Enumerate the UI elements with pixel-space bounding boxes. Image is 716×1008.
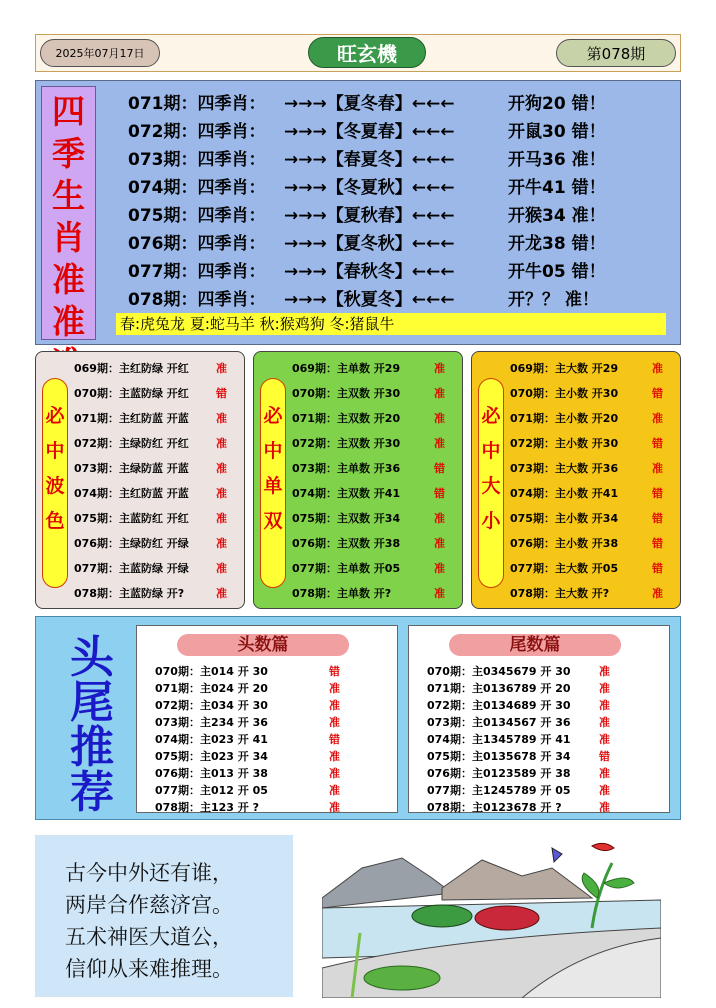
tail-row-result: 错: [599, 750, 610, 763]
odd-row-result: 准: [434, 562, 445, 575]
size-row-result: 准: [652, 462, 663, 475]
tail-row-result: 准: [599, 665, 610, 678]
wave-row-text: 073期：主绿防蓝 开蓝: [74, 462, 189, 475]
size-row-text: 078期：主大数 开?: [510, 587, 610, 600]
tail-row-result: 准: [329, 801, 340, 814]
tail-row-text: 070期：主0345679 开 30: [427, 665, 571, 678]
tail-row-text: 077期：主012 开 05: [155, 784, 268, 797]
tail-row-text: 074期：主023 开 41: [155, 733, 268, 746]
tail-row-text: 076期：主013 开 38: [155, 767, 268, 780]
season-legend: 春:虎兔龙 夏:蛇马羊 秋:猴鸡狗 冬:猪鼠牛: [116, 313, 666, 335]
season-row-pick: →→→【秋夏冬】←←←: [284, 290, 455, 310]
head-tail-section: [35, 616, 681, 820]
tail-row-text: 072期：主0134689 开 30: [427, 699, 571, 712]
tail-row-text: 073期：主0134567 开 36: [427, 716, 571, 729]
wave-row-text: 070期：主蓝防绿 开红: [74, 387, 189, 400]
size-row-result: 错: [652, 387, 663, 400]
tail-row-text: 075期：主0135678 开 34: [427, 750, 571, 763]
head-number-panel: [136, 625, 398, 813]
tail-row-text: 077期：主1245789 开 05: [427, 784, 571, 797]
wave-color-box: [35, 351, 245, 609]
odd-row-text: 076期：主双数 开38: [292, 537, 401, 550]
odd-row-result: 准: [434, 362, 445, 375]
tail-row-result: 准: [599, 699, 610, 712]
tail-row-text: 070期：主014 开 30: [155, 665, 268, 678]
season-row-result: 开猴34 准！: [508, 206, 606, 226]
wave-row-text: 077期：主蓝防绿 开绿: [74, 562, 189, 575]
season-row-result: 开牛41 错！: [508, 178, 606, 198]
size-row-result: 错: [652, 487, 663, 500]
season-title: 四 季 生 肖 准 准: [41, 86, 96, 340]
season-row-period: 075期：四季肖：: [128, 206, 266, 226]
wave-row-result: 准: [216, 362, 227, 375]
tail-row-result: 准: [599, 733, 610, 746]
tail-row-result: 准: [329, 682, 340, 695]
size-row-text: 077期：主大数 开05: [510, 562, 619, 575]
odd-row-text: 073期：主单数 开36: [292, 462, 401, 475]
season-row-pick: →→→【夏冬春】←←←: [284, 94, 455, 114]
wave-row-text: 071期：主红防蓝 开蓝: [74, 412, 189, 425]
tail-row-result: 准: [599, 716, 610, 729]
season-row-pick: →→→【夏冬秋】←←←: [284, 234, 455, 254]
tail-row-text: 075期：主023 开 34: [155, 750, 268, 763]
season-row-pick: →→→【冬夏春】←←←: [284, 122, 455, 142]
season-row-pick: →→→【夏秋春】←←←: [284, 206, 455, 226]
size-row-result: 错: [652, 537, 663, 550]
issue-number: 第078期: [556, 39, 676, 67]
size-row-result: 错: [652, 512, 663, 525]
season-row-period: 078期：四季肖：: [128, 290, 266, 310]
size-row-result: 准: [652, 587, 663, 600]
tail-number-title: 尾数篇: [449, 634, 621, 656]
wave-row-result: 准: [216, 487, 227, 500]
season-row-result: 开？？ 准！: [508, 290, 599, 310]
poem-box: [35, 835, 293, 997]
tail-row-result: 准: [329, 699, 340, 712]
season-row-period: 076期：四季肖：: [128, 234, 266, 254]
season-row-pick: →→→【春夏冬】←←←: [284, 150, 455, 170]
odd-even-title: 必 中 单 双: [260, 378, 286, 588]
tail-row-text: 073期：主234 开 36: [155, 716, 268, 729]
tail-row-text: 074期：主1345789 开 41: [427, 733, 571, 746]
tail-row-result: 准: [599, 801, 610, 814]
season-row-period: 072期：四季肖：: [128, 122, 266, 142]
odd-row-text: 072期：主双数 开30: [292, 437, 401, 450]
poem-line: 古今中外还有谁，: [65, 861, 233, 885]
season-row-result: 开鼠30 错！: [508, 122, 606, 142]
tail-row-text: 071期：主0136789 开 20: [427, 682, 571, 695]
size-row-text: 070期：主小数 开30: [510, 387, 619, 400]
odd-row-result: 错: [434, 462, 445, 475]
size-row-text: 071期：主小数 开20: [510, 412, 619, 425]
tail-row-result: 准: [329, 716, 340, 729]
tail-row-result: 准: [329, 784, 340, 797]
size-row-result: 错: [652, 562, 663, 575]
tail-row-text: 078期：主0123678 开 ?: [427, 801, 562, 814]
big-small-title: 必 中 大 小: [478, 378, 504, 588]
odd-row-result: 准: [434, 587, 445, 600]
season-row-result: 开龙38 错！: [508, 234, 606, 254]
season-row-period: 071期：四季肖：: [128, 94, 266, 114]
tail-row-result: 错: [329, 665, 340, 678]
head-tail-title: 头 尾 推 荐: [70, 632, 114, 818]
season-row-period: 074期：四季肖：: [128, 178, 266, 198]
season-zodiac-section: [35, 80, 681, 345]
wave-row-text: 076期：主绿防红 开绿: [74, 537, 189, 550]
wave-row-text: 074期：主红防蓝 开蓝: [74, 487, 189, 500]
size-row-result: 准: [652, 412, 663, 425]
odd-row-text: 075期：主双数 开34: [292, 512, 401, 525]
season-row-period: 073期：四季肖：: [128, 150, 266, 170]
big-small-box: [471, 351, 681, 609]
season-row-period: 077期：四季肖：: [128, 262, 266, 282]
page-title: 旺玄機: [308, 37, 426, 68]
wave-row-text: 075期：主蓝防红 开红: [74, 512, 189, 525]
odd-row-text: 077期：主单数 开05: [292, 562, 401, 575]
head-number-title: 头数篇: [177, 634, 349, 656]
odd-even-box: [253, 351, 463, 609]
tail-row-result: 准: [329, 767, 340, 780]
tail-row-text: 072期：主034 开 30: [155, 699, 268, 712]
tail-row-text: 078期：主123 开 ?: [155, 801, 259, 814]
date-label: 2025年07月17日: [40, 39, 160, 67]
tail-row-text: 071期：主024 开 20: [155, 682, 268, 695]
odd-row-text: 074期：主双数 开41: [292, 487, 401, 500]
wave-row-result: 准: [216, 537, 227, 550]
poem-line: 两岸合作慈济宫。: [65, 893, 233, 917]
season-row-result: 开马36 准！: [508, 150, 606, 170]
poem-line: 信仰从来难推理。: [65, 957, 233, 981]
odd-row-text: 069期：主单数 开29: [292, 362, 401, 375]
season-row-pick: →→→【春秋冬】←←←: [284, 262, 455, 282]
odd-row-text: 070期：主双数 开30: [292, 387, 401, 400]
odd-row-result: 准: [434, 512, 445, 525]
size-row-text: 074期：主小数 开41: [510, 487, 619, 500]
wave-row-result: 准: [216, 412, 227, 425]
tail-row-result: 准: [599, 682, 610, 695]
landscape-illustration: [322, 838, 661, 998]
wave-row-text: 069期：主红防绿 开红: [74, 362, 189, 375]
wave-row-result: 错: [216, 387, 227, 400]
wave-row-result: 准: [216, 562, 227, 575]
tail-number-panel: [408, 625, 670, 813]
size-row-text: 076期：主小数 开38: [510, 537, 619, 550]
wave-row-result: 准: [216, 437, 227, 450]
size-row-text: 075期：主小数 开34: [510, 512, 619, 525]
season-row-pick: →→→【冬夏秋】←←←: [284, 178, 455, 198]
tail-row-result: 错: [329, 733, 340, 746]
tail-row-result: 准: [599, 784, 610, 797]
odd-row-text: 071期：主双数 开20: [292, 412, 401, 425]
tail-row-result: 准: [599, 767, 610, 780]
size-row-text: 069期：主大数 开29: [510, 362, 619, 375]
season-row-result: 开牛05 错！: [508, 262, 606, 282]
odd-row-text: 078期：主单数 开?: [292, 587, 392, 600]
wave-row-text: 078期：主蓝防绿 开?: [74, 587, 185, 600]
poem-line: 五术神医大道公，: [65, 925, 233, 949]
size-row-text: 073期：主大数 开36: [510, 462, 619, 475]
size-row-result: 准: [652, 362, 663, 375]
size-row-text: 072期：主小数 开30: [510, 437, 619, 450]
odd-row-result: 准: [434, 387, 445, 400]
wave-row-result: 准: [216, 587, 227, 600]
tail-row-text: 076期：主0123589 开 38: [427, 767, 571, 780]
odd-row-result: 准: [434, 412, 445, 425]
size-row-result: 错: [652, 437, 663, 450]
wave-title: 必 中 波 色: [42, 378, 68, 588]
wave-row-result: 准: [216, 512, 227, 525]
season-row-result: 开狗20 错！: [508, 94, 606, 114]
odd-row-result: 准: [434, 437, 445, 450]
wave-row-text: 072期：主绿防红 开红: [74, 437, 189, 450]
header-bar: [35, 34, 681, 72]
wave-row-result: 准: [216, 462, 227, 475]
odd-row-result: 错: [434, 487, 445, 500]
odd-row-result: 准: [434, 537, 445, 550]
tail-row-result: 准: [329, 750, 340, 763]
